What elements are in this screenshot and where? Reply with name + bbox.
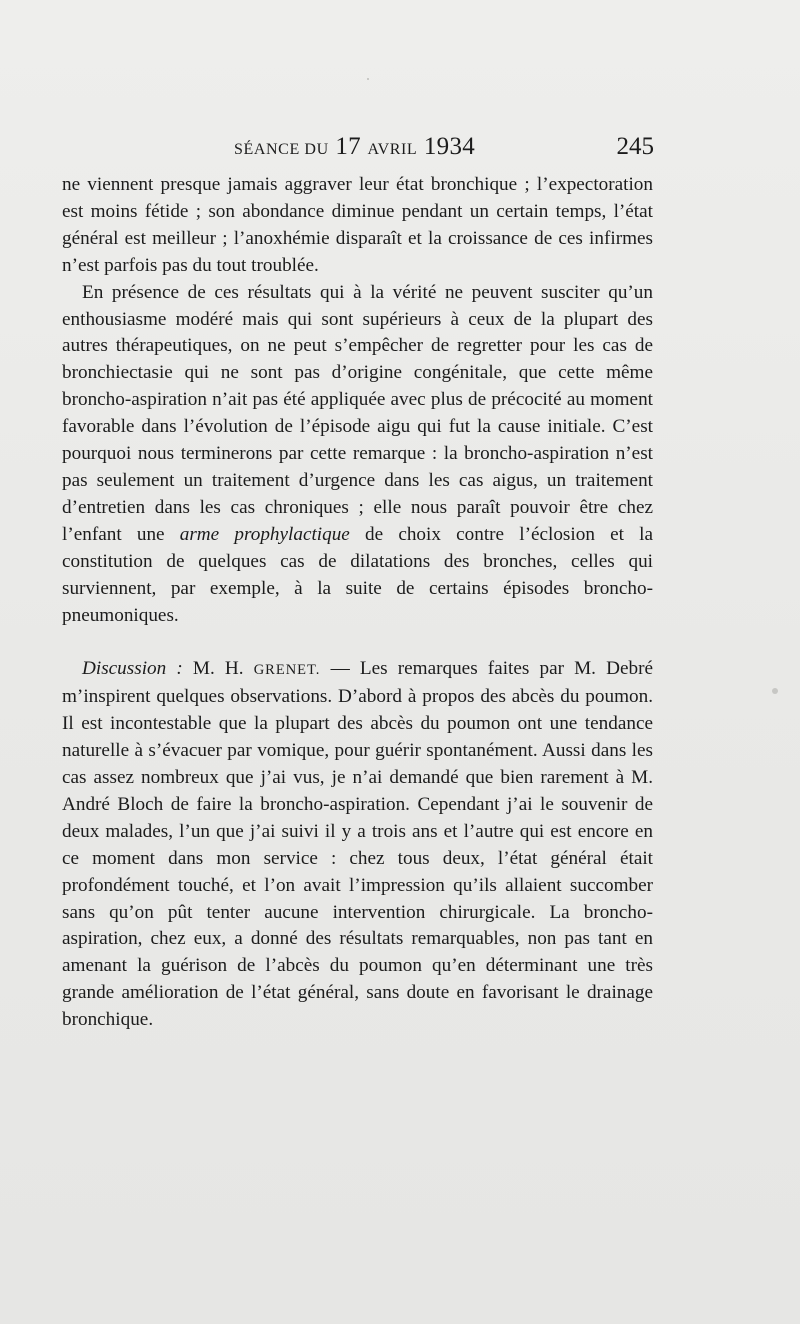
session-year: 1934 bbox=[423, 133, 476, 160]
running-head-title bbox=[234, 133, 475, 161]
session-day: 17 bbox=[335, 133, 361, 160]
paper-speck bbox=[772, 688, 778, 694]
session-month: AVRIL bbox=[367, 141, 418, 158]
paper-speck bbox=[367, 78, 369, 80]
page-number: 245 bbox=[616, 133, 654, 160]
body-text bbox=[62, 172, 653, 1034]
italic-phrase: arme prophylactique bbox=[179, 523, 350, 545]
speaker-initials: M. H. bbox=[192, 658, 244, 680]
paragraph-conclusion bbox=[62, 280, 653, 630]
paragraph-gap bbox=[62, 629, 653, 656]
running-head bbox=[62, 133, 654, 165]
paragraph-conclusion-text-b: de choix contre l’éclosion et la constitution de quelques cas de dilatations des bronches, celles qui surviennent, par exemple, à la suite de certains épisodes broncho-pneumoniques. bbox=[62, 523, 653, 626]
paragraph-continuation: ne viennent presque jamais aggraver leur état bronchique ; l’expectoration est moins fétide ; son abondance diminue pendant un certain temps, l’état général est meilleur ; l’anoxhémie disparaît et la croissance de ces infirmes n’est parfois pas du tout troublée. bbox=[62, 174, 653, 276]
session-label: SÉANCE DU bbox=[234, 141, 329, 158]
discussion-text: — Les remarques faites par M. Debré m’inspirent quelques observations. D’abord à propos des abcès du poumon. Il est incontestable que la plupart des abcès du poumon ont une tendance naturelle à s’évacuer par vomique, pour guérir spontanément. Aussi dans les cas assez nombreux que j’ai vus, je n’ai demandé que bien rarement à M. André Bloch de faire la broncho-aspiration. Cependant j’ai le souvenir de deux malades, l’un que j’ai suivi il y a trois ans et l’autre qui est encore en ce moment dans mon service : chez tous deux, l’état général était profondément touché, et l’on avait l’impression qu’ils allaient succomber sans qu’on pût tenter aucune intervention chirurgicale. La broncho-aspiration, chez eux, a donné des résultats remarquables, non pas tant en amenant la guérison de l’abcès du poumon qu’en déterminant une très grande amélioration de l’état général, sans doute en favorisant le drainage bronchique. bbox=[62, 658, 653, 1031]
discussion-paragraph bbox=[62, 656, 653, 1034]
paragraph-conclusion-text-a: En présence de ces résultats qui à la vérité ne peuvent susciter qu’un enthousiasme modéré mais qui sont supérieurs à ceux de la plupart des autres thérapeutiques, on ne peut s’empêcher de regretter pour les cas de bronchiectasie qui ne sont pas d’origine congénitale, que cette même broncho-aspiration n’ait pas été appliquée avec plus de précocité au moment favorable dans l’évolution de l’épisode aigu qui fut la cause initiale. C’est pourquoi nous terminerons par cette remarque : la broncho-aspiration n’est pas seulement un traitement d’urgence dans les cas aigus, un traitement d’entretien dans les cas chroniques ; elle nous paraît pouvoir être chez l’enfant une bbox=[62, 281, 653, 545]
discussion-label: Discussion : bbox=[82, 658, 183, 680]
speaker-name: GRENET. bbox=[253, 662, 321, 679]
